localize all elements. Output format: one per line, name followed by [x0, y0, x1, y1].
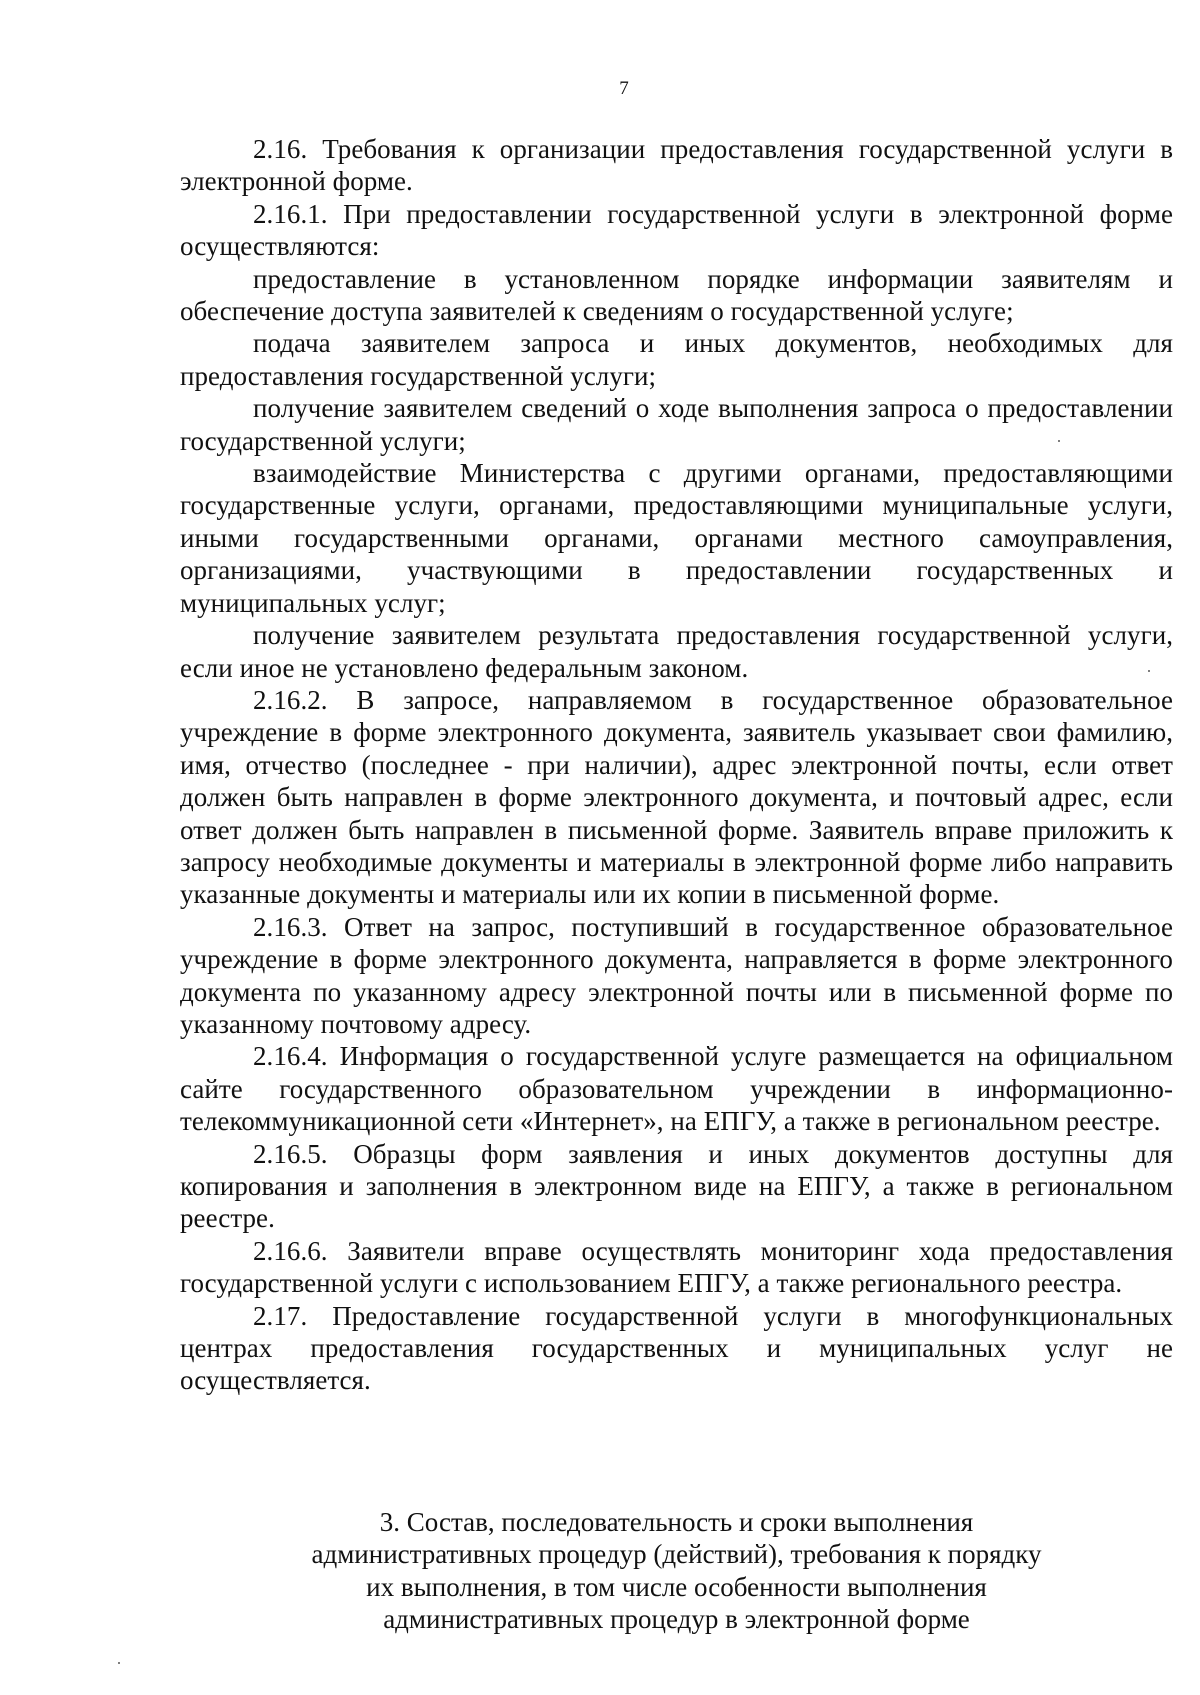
scan-speck	[1058, 440, 1060, 442]
document-body	[180, 133, 1173, 1397]
list-item-status: получение заявителем сведений о ходе выполнения запроса о предоставлении государственной услуги;	[180, 393, 1173, 456]
paragraph-2-16-5: 2.16.5. Образцы форм заявления и иных документов доступны для копирования и заполнения в электронном виде на ЕПГУ, а также в региональном реестре.	[180, 1138, 1173, 1234]
paragraph-2-16-4: 2.16.4. Информация о государственной услуге размещается на официальном сайте государственного образовательном учреждении в информационно-телекоммуникационной сети «Интернет», на ЕПГУ, а также в региональном реестре.	[180, 1041, 1173, 1137]
page-number: 7	[619, 78, 629, 99]
scan-speck	[1148, 670, 1150, 672]
section-heading-line: административных процедур (действий), требования к порядку	[311, 1539, 1042, 1570]
paragraph-2-16-1: 2.16.1. При предоставлении государственной услуги в электронной форме осуществляются:	[180, 198, 1173, 262]
paragraph-2-16: 2.16. Требования к организации предоставления государственной услуги в электронной форме.	[180, 134, 1173, 197]
paragraph-2-16-3: 2.16.3. Ответ на запрос, поступивший в государственное образовательное учреждение в форме электронного документа, направляется в форме электронного документа по указанному адресу электронной почты или в письменной форме по указанному почтовому адресу.	[180, 911, 1173, 1039]
list-item-result: получение заявителем результата предоставления государственной услуги, если иное не установлено федеральным законом.	[180, 620, 1173, 683]
paragraph-2-16-6: 2.16.6. Заявители вправе осуществлять мониторинг хода предоставления государственной услуги с использованием ЕПГУ, а также регионального реестра.	[180, 1235, 1173, 1299]
scan-speck	[118, 1662, 120, 1664]
section-heading-line: 3. Состав, последовательность и сроки выполнения	[379, 1507, 974, 1537]
paragraph-2-17: 2.17. Предоставление государственной услуги в многофункциональных центрах предоставления государственных и муниципальных услуг не осуществляется.	[180, 1300, 1173, 1396]
section-heading-line: административных процедур в электронной форме	[383, 1604, 970, 1635]
section-heading	[180, 1506, 1173, 1636]
list-item-information: предоставление в установленном порядке информации заявителям и обеспечение доступа заявителей к сведениям о государственной услуге;	[180, 263, 1173, 327]
paragraph-2-16-2: 2.16.2. В запросе, направляемом в государственное образовательное учреждение в форме электронного документа, заявитель указывает свои фамилию, имя, отчество (последнее - при наличии), адрес электронной почты, если ответ должен быть направлен в форме электронного документа, и почтовый адрес, если ответ должен быть направлен в письменной форме. Заявитель вправе приложить к запросу необходимые документы и материалы в электронной форме либо направить указанные документы и материалы или их копии в письменной форме.	[180, 684, 1173, 910]
list-item-submission: подача заявителем запроса и иных документов, необходимых для предоставления государственной услуги;	[180, 328, 1173, 391]
section-heading-line: их выполнения, в том числе особенности выполнения	[366, 1571, 987, 1602]
list-item-interaction: взаимодействие Министерства с другими органами, предоставляющими государственные услуги, органами, предоставляющими муниципальные услуги, иными государственными органами, органами местного самоуправления, организациями, участвующими в предоставлении государственных и муниципальных услуг;	[180, 458, 1173, 618]
